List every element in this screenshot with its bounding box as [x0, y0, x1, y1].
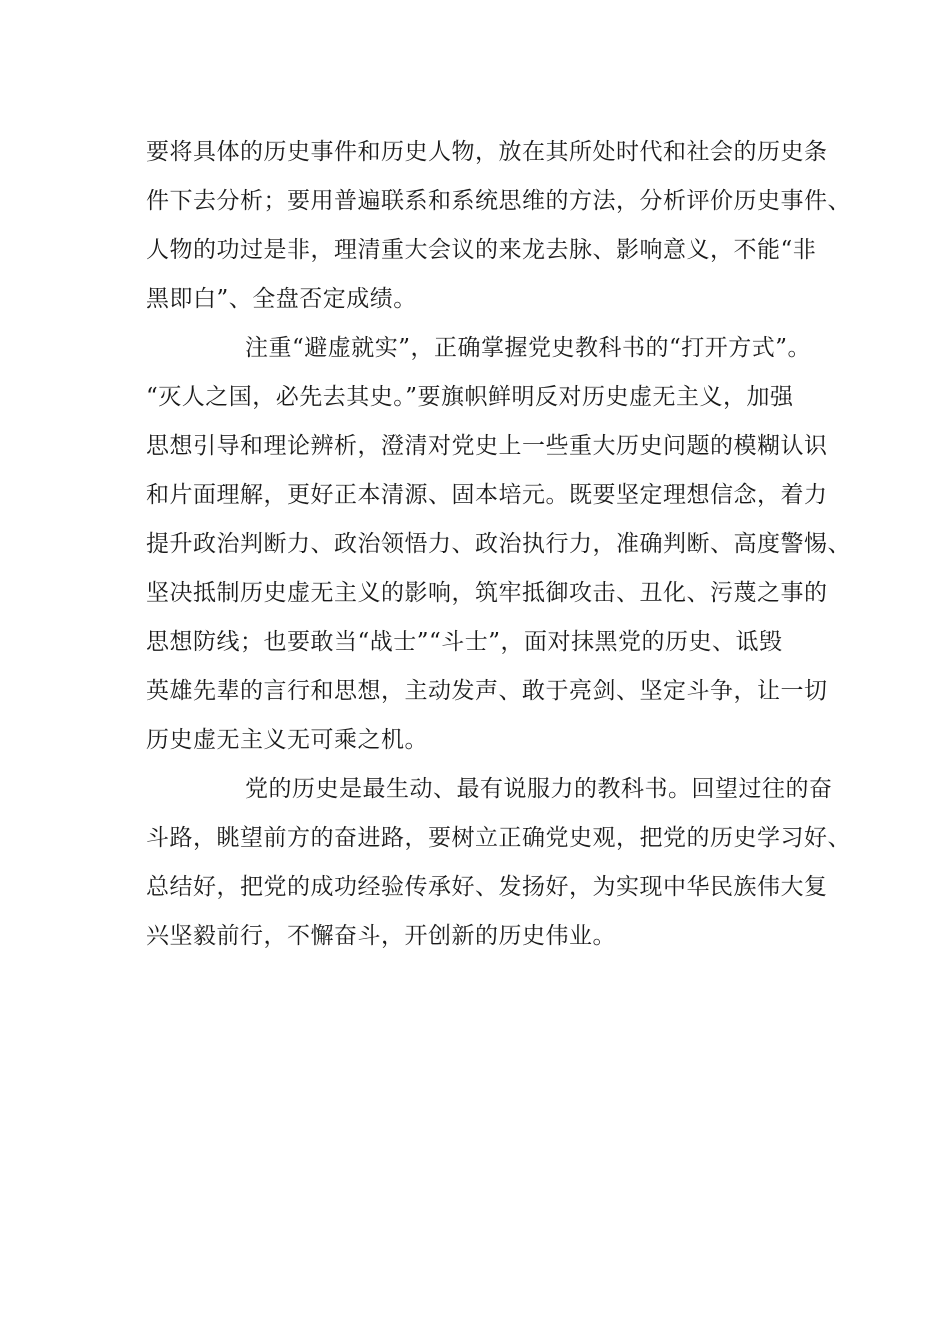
text-line: 提升政治判断力、政治领悟力、政治执行力，准确判断、高度警惕、	[146, 531, 851, 557]
text-line: 人物的功过是非，理清重大会议的来龙去脉、影响意义，不能“非	[146, 237, 817, 263]
paragraph-1	[146, 128, 851, 324]
text-line: 党的历史是最生动、最有说服力的教科书。回望过往的奋	[245, 776, 833, 802]
text-line: 件下去分析；要用普遍联系和系统思维的方法，分析评价历史事件、	[146, 188, 851, 214]
text-line: 思想防线；也要敢当“战士”“斗士”，面对抹黑党的历史、诋毁	[146, 629, 783, 655]
text-line: 斗路，眺望前方的奋进路，要树立正确党史观，把党的历史学习好、	[146, 825, 851, 851]
text-line: 坚决抵制历史虚无主义的影响，筑牢抵御攻击、丑化、污蔑之事的	[146, 580, 828, 606]
text-line: 英雄先辈的言行和思想，主动发声、敢于亮剑、坚定斗争，让一切	[146, 678, 828, 704]
text-line: 思想引导和理论辨析，澄清对党史上一些重大历史问题的模糊认识	[146, 433, 828, 459]
text-line: 黑即白”、全盘否定成绩。	[146, 286, 417, 312]
text-line: 注重“避虚就实”，正确掌握党史教科书的“打开方式”。	[245, 335, 812, 361]
document-body	[146, 128, 851, 961]
text-line: 和片面理解，更好正本清源、固本培元。既要坚定理想信念，着力	[146, 482, 828, 508]
paragraph-3	[146, 765, 851, 961]
text-line: 历史虚无主义无可乘之机。	[146, 727, 428, 753]
text-line: 总结好，把党的成功经验传承好、发扬好，为实现中华民族伟大复	[146, 874, 828, 900]
paragraph-2	[146, 324, 851, 765]
text-line: 兴坚毅前行，不懈奋斗，开创新的历史伟业。	[146, 923, 616, 949]
text-line: “灭人之国，必先去其史。”要旗帜鲜明反对历史虚无主义，加强	[146, 384, 794, 410]
text-line: 要将具体的历史事件和历史人物，放在其所处时代和社会的历史条	[146, 139, 828, 165]
